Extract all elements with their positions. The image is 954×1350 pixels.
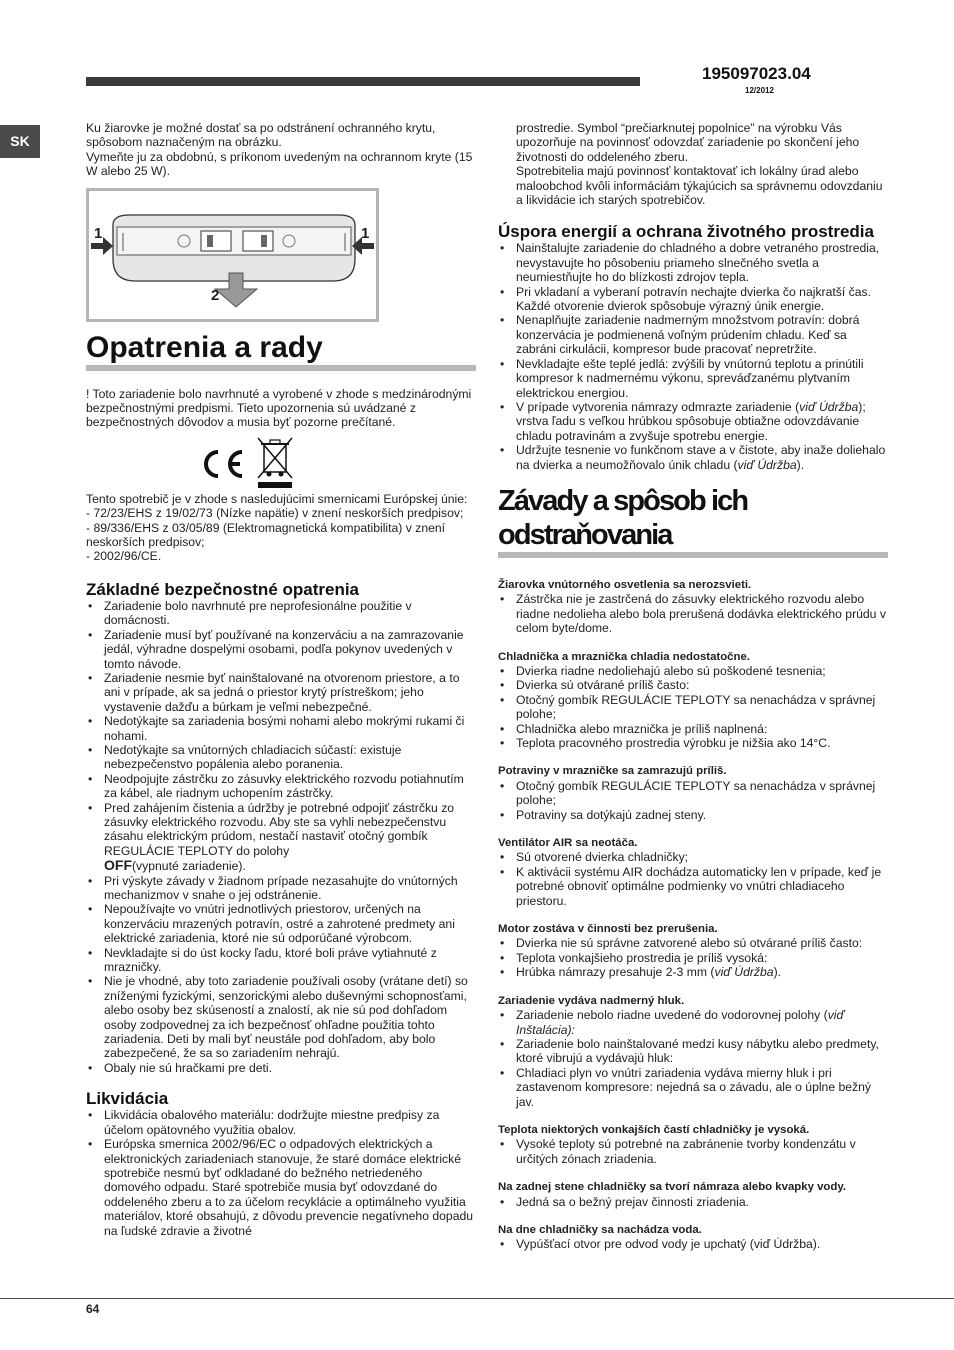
list-item: • Zariadenie nesmie byť nainštalované na otvorenom priestore, a to ani v prípade, ak sa jedná o priestor krytý prístreškom; jeho vystavenie dažďu a búrkam je veľmi nebezpečné. bbox=[86, 671, 476, 714]
problem-title: Na zadnej stene chladničky sa tvorí námraza alebo kvapky vody. bbox=[498, 1181, 846, 1194]
list-item: • Nevkladajte si do úst kocky ľadu, ktoré boli práve vytiahnuté z mrazničky. bbox=[86, 946, 476, 975]
precautions-intro: ! Toto zariadenie bolo navrhnuté a vyrobené v zhode s medzinárodnými bezpečnostnými predpismi. Tieto upozornenia sú uvádzané z bezpečnostných dôvodov a musia byť pozorne prečítané. bbox=[86, 386, 472, 430]
problem-title: Motor zostáva v činnosti bez prerušenia. bbox=[498, 923, 718, 936]
problem-title: Teplota niektorých vonkajších častí chladničky je vysoká. bbox=[498, 1123, 810, 1136]
energy-list bbox=[498, 241, 888, 472]
problem-title: Chladnička a mraznička chladia nedostatočne. bbox=[498, 650, 750, 663]
troubleshooting-group bbox=[498, 1180, 888, 1209]
header-bar bbox=[86, 77, 640, 86]
cross-reference: viď Údržba bbox=[714, 965, 774, 980]
problem-title: Žiarovka vnútorného osvetlenia sa nerozsvieti. bbox=[498, 578, 752, 591]
list-item: • Vypúšťací otvor pre odvod vody je upchatý (viď Údržba). bbox=[498, 1237, 888, 1251]
problem-title: Na dne chladničky sa nachádza voda. bbox=[498, 1223, 702, 1236]
list-item: • Jedná sa o bežný prejav činnosti zriadenia. bbox=[498, 1195, 888, 1209]
troubleshooting-group bbox=[498, 1223, 888, 1252]
troubleshooting-group bbox=[498, 1123, 888, 1166]
disposal-continued: prostredie. Symbol “prečiarknutej popolnice” na výrobku Vás upozorňuje na povinnosť odovzdať zariadenie po skončení jeho životnosti do oddeleného zberu. bbox=[516, 121, 860, 164]
directive-emc: - 89/336/EHS z 03/05/89 (Elektromagnetická kompatibilita) v znení neskorších predpisov; bbox=[86, 520, 446, 550]
list-item: • Zariadenie bolo nainštalované medzi kusy nábytku alebo predmety, ktoré vibrujú a vydávajú hluk: bbox=[498, 1037, 888, 1066]
list-item-text: Zariadenie nebolo riadne uvedené do vodorovnej polohy ( bbox=[516, 1008, 828, 1023]
ce-weee-marks bbox=[196, 434, 306, 490]
list-item-text: Udržujte tesnenie vo funkčnom stave a v čistote, aby inaže doliehalo na dvierka a neumožňovalo únik chladu ( bbox=[516, 443, 886, 472]
list-item-text: Pri vkladaní a vyberaní potravín nechajte dvierka čo najkratší čas. bbox=[516, 284, 871, 299]
list-item-text: ). bbox=[773, 965, 782, 980]
troubleshooting-group bbox=[498, 650, 888, 751]
bulb-paragraph-1: Ku žiarovke je možné dostať sa po odstránení ochranného krytu, spôsobom naznačeným na obrázku. bbox=[86, 121, 436, 150]
list-item: • Vysoké teploty sú potrebné na zabránenie tvorby kondenzátu v určitých zónach zriadenia. bbox=[498, 1137, 888, 1166]
list-item: • Otočný gombík REGULÁCIE TEPLOTY sa nenachádza v správnej polohe; bbox=[498, 693, 888, 722]
list-item bbox=[498, 965, 888, 979]
list-item: • Chladnička alebo mraznička je príliš naplnená: bbox=[498, 722, 888, 736]
list-item: • Sú otvorené dvierka chladničky; bbox=[498, 850, 888, 864]
figure-label-right: 1 bbox=[361, 224, 370, 242]
list-item-text: ). bbox=[796, 457, 805, 472]
lamp-cover-figure bbox=[86, 188, 379, 322]
list-item bbox=[86, 801, 476, 874]
list-item: • Obaly nie sú hračkami pre deti. bbox=[86, 1061, 476, 1075]
safety-list bbox=[86, 599, 476, 1075]
language-tab: SK bbox=[0, 125, 40, 158]
list-item: • Dvierka sú otvárané príliš často: bbox=[498, 678, 888, 692]
list-item: • Zástrčka nie je zastrčená do zásuvky elektrického rozvodu alebo riadne nedolieha alebo bola prerušená dodávka elektrického prúdu v celom byte/dome. bbox=[498, 592, 888, 635]
list-item bbox=[498, 443, 888, 472]
list-item bbox=[498, 1008, 888, 1037]
weee-bin-icon bbox=[258, 438, 292, 488]
list-item bbox=[498, 400, 888, 443]
troubleshooting-group bbox=[498, 836, 888, 908]
troubleshooting-group bbox=[498, 994, 888, 1109]
troubleshooting-group bbox=[498, 578, 888, 636]
list-item: • Pri výskyte závady v žiadnom prípade nezasahujte do vnútorných mechanizmov v snahe o jej odstránenie. bbox=[86, 874, 476, 903]
list-item-text: ); vrstva ľadu s veľkou hrúbkou spôsobuje obtiažne odovzdávanie chladu potravinám a zvyšuje spotrebu energie. bbox=[516, 399, 866, 443]
problem-title: Zariadenie vydáva nadmerný hluk. bbox=[498, 994, 685, 1007]
directive-low-voltage: - 72/23/EHS z 19/02/73 (Nízke napätie) v znení neskorších predpisov; bbox=[86, 506, 464, 521]
section-title-troubleshooting: Závady a spôsob ich odstraňovania bbox=[498, 484, 888, 558]
list-item: • Nie je vhodné, aby toto zariadenie používali osoby (vrátane detí) so zníženými fyzickými, senzorickými alebo duševnými schopnosťami, alebo osoby bez skúseností a znalostí, ak nie sú pod dohľadom osoby zodpovednej za ich bezpečnosť ohľadne použitia tohto zariadenia. Deti by mali byť neustále pod dohľadom, aby bolo zabezpečené, že sa so zariadením nehrajú. bbox=[86, 974, 476, 1060]
list-item: • Potraviny sa dotýkajú zadnej steny. bbox=[498, 808, 888, 822]
list-item bbox=[498, 285, 888, 314]
list-item: • Dvierka riadne nedoliehajú alebo sú poškodené tesnenia; bbox=[498, 664, 888, 678]
list-item: • Teplota vonkajšieho prostredia je príliš vysoká: bbox=[498, 951, 888, 965]
bulb-paragraph-2: Vymeňte ju za obdobnú, s príkonom uvedeným na ochrannom kryte (15 W alebo 25 W). bbox=[86, 149, 473, 179]
lamp-cover-diagram bbox=[89, 191, 376, 319]
list-item-note: Každé otvorenie dvierok spôsobuje výrazný únik energie. bbox=[516, 299, 825, 314]
document-number: 195097023.04 bbox=[702, 64, 811, 83]
page-number: 64 bbox=[86, 1302, 100, 1316]
disposal-continued-2: Spotrebitelia majú povinnosť kontaktovať ich lokálny úrad alebo maloobchod kvôli informáciám týkajúcich sa správnemu odovzdaniu a likvidácie ich starých spotrebičov. bbox=[516, 164, 883, 208]
list-item: • Dvierka nie sú správne zatvorené alebo sú otvárané príliš často: bbox=[498, 936, 888, 950]
list-item: • Otočný gombík REGULÁCIE TEPLOTY sa nenachádza v správnej polohe; bbox=[498, 779, 888, 808]
list-item: • Nepoužívajte vo vnútri jednotlivých priestorov, určených na konzerváciu mrazených potravín, ostré a zahrotené predmety ani elektrické zariadenia, ktoré nie sú odporúčané výrobcom. bbox=[86, 902, 476, 945]
problem-title: Ventilátor AIR sa neotáča. bbox=[498, 837, 638, 850]
section-title-safety: Základné bezpečnostné opatrenia bbox=[86, 579, 360, 599]
left-column bbox=[86, 121, 476, 1238]
list-item: • Teplota pracovného prostredia výrobku je nižšia ako 14°C. bbox=[498, 736, 888, 750]
section-title-disposal: Likvidácia bbox=[86, 1089, 169, 1109]
directive-weee: - 2002/96/CE. bbox=[86, 549, 162, 564]
document-date: 12/2012 bbox=[745, 86, 774, 95]
list-item: • Nedotýkajte sa vnútorných chladiacich súčastí: existuje nebezpečenstvo popálenia alebo poranenia. bbox=[86, 743, 476, 772]
list-item: • Nenaplňujte zariadenie nadmerným množstvom potravín: dobrá konzervácia je podmienená voľným prúdením chladu. Keď sa zabráni cirkulácii, kompresor bude pracovať nepretržite. bbox=[498, 313, 888, 356]
problem-title: Potraviny v mrazničke sa zamrazujú príliš. bbox=[498, 765, 727, 778]
list-item: • Nainštalujte zariadenie do chladného a dobre vetraného prostredia, nevystavujte ho pôsobeniu priameho slnečného svetla a neumiestňujte ho do blízkosti zdrojov tepla. bbox=[498, 241, 888, 284]
ce-mark-icon bbox=[206, 452, 242, 476]
section-title-precautions: Opatrenia a rady bbox=[86, 331, 476, 371]
list-item: • Neodpojujte zástrčku zo zásuvky elektrického rozvodu potiahnutím za kábel, ale riadnym uchopením zástrčky. bbox=[86, 772, 476, 801]
list-item: • Zariadenie bolo navrhnuté pre neprofesionálne použitie v domácnosti. bbox=[86, 599, 476, 628]
list-item: • Európska smernica 2002/96/EC o odpadových elektrických a elektronických zariadeniach stanovuje, že staré domáce elektrické spotrebiče nesmú byť odkladané do bežného netriedeného domového odpadu. Staré spotrebiče musia byť odovzdané do oddeleného zberu a to za účelom recyklácie a optimálneho využitia materiálov, ktoré obsahujú, z dôvodu prevencie negatívneho dopadu na ľudské zdravie a životné bbox=[86, 1137, 476, 1238]
right-column bbox=[498, 121, 888, 1252]
directive-intro: Tento spotrebič je v zhode s nasledujúcimi smernicami Európskej únie: bbox=[86, 491, 468, 506]
cross-reference: viď Inštalácia): bbox=[516, 1008, 845, 1037]
figure-label-bottom: 2 bbox=[211, 286, 220, 304]
list-item-text: Pred zahájením čistenia a údržby je potrebné odpojiť zástrčku zo zásuvky elektrického rozvodu. Aby ste sa vyhli nebezpečenstvu zásahu elektrickým prúdom, nestačí nastaviť otočný gombík REGULÁCIE TEPLOTY do polohy bbox=[104, 800, 455, 858]
list-item: • Zariadenie musí byť používané na konzerváciu a na zamrazovanie jedál, výhradne dospelými osobami, podľa pokynov uvedených v tomto návode. bbox=[86, 628, 476, 671]
list-item-text: Hrúbka námrazy presahuje 2-3 mm ( bbox=[516, 965, 715, 980]
list-item: • Nevkladajte ešte teplé jedlá: zvýšili by vnútornú teplotu a prinútili kompresor k nadmernému výkonu, spreváďzanému plytvaním elektrickou energiou. bbox=[498, 357, 888, 400]
cross-reference: viď Údržba bbox=[737, 457, 797, 472]
list-item: • Nedotýkajte sa zariadenia bosými nohami alebo mokrými rukami či nohami. bbox=[86, 714, 476, 743]
list-item: • K aktivácii systému AIR dochádza automaticky len v prípade, keď je potrebné obnoviť optimálne podmienky vo vnútri chladiaceho priestoru. bbox=[498, 865, 888, 908]
section-title-energy: Úspora energií a ochrana životného prostredia bbox=[498, 222, 874, 242]
troubleshooting-group bbox=[498, 922, 888, 980]
list-item: • Chladiaci plyn vo vnútri zariadenia vydáva mierny hluk i pri zastavenom kompresore: nejedná sa o závadu, ale o úplne bežný jav. bbox=[498, 1066, 888, 1109]
certification-marks bbox=[86, 434, 476, 490]
list-item: • Likvidácia obalového materiálu: dodržujte miestne predpisy za účelom opätovného využitia obalov. bbox=[86, 1108, 476, 1137]
off-position-label: OFF bbox=[104, 857, 132, 874]
figure-label-left: 1 bbox=[94, 224, 103, 242]
list-item-text: V prípade vytvorenia námrazy odmrazte zariadenie ( bbox=[516, 399, 800, 414]
disposal-list bbox=[86, 1108, 476, 1238]
troubleshooting-group bbox=[498, 764, 888, 822]
list-item-suffix: (vypnuté zariadenie). bbox=[132, 859, 246, 874]
footer-rule bbox=[0, 1298, 954, 1299]
cross-reference: viď Údržba bbox=[799, 399, 859, 414]
